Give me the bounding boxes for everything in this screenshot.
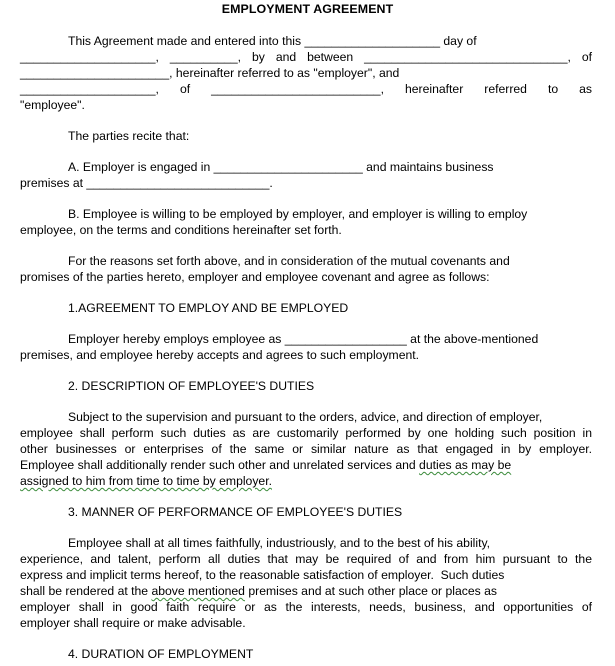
section-2-line: [20, 458, 511, 474]
section-3-line: employer shall require or make advisable.: [20, 616, 246, 630]
section-4-heading: 4. DURATION OF EMPLOYMENT: [68, 647, 254, 661]
intro-line: ____________________, __________, by and between ______________________________, of: [20, 50, 592, 64]
section-2-text: Employee shall additionally render such other and unrelated services and: [20, 458, 420, 472]
section-3-text: shall be rendered at the: [20, 584, 152, 598]
recite-line: The parties recite that:: [68, 129, 190, 143]
intro-line: "employee".: [20, 98, 85, 112]
section-3-text: premises and at such other place or places as: [244, 584, 497, 598]
section-3-line: [20, 584, 497, 600]
spellcheck-flagged-text: duties as may be: [419, 458, 512, 472]
section-3-line: employer shall in good faith require or as the interests, needs, business, and opportunities of: [20, 600, 592, 614]
intro-line: ____________________, of _________________________, hereinafter referred to as: [20, 82, 592, 96]
section-2-line: other businesses or enterprises of the same or similar nature as that engaged in by employer.: [20, 442, 592, 456]
recital-b-line: employee, on the terms and conditions hereinafter set forth.: [20, 223, 342, 237]
section-3-heading: 3. MANNER OF PERFORMANCE OF EMPLOYEE'S DUTIES: [68, 505, 403, 519]
consideration-line: For the reasons set forth above, and in consideration of the mutual covenants and: [68, 254, 510, 268]
section-3-line: experience, and talent, perform all duties that may be required of and from him pursuant to the: [20, 552, 592, 566]
section-1-line: premises, and employee hereby accepts and agrees to such employment.: [20, 348, 420, 362]
section-2-line: Subject to the supervision and pursuant to the orders, advice, and direction of employer,: [68, 410, 543, 424]
section-1-heading: 1.AGREEMENT TO EMPLOY AND BE EMPLOYED: [68, 301, 349, 315]
spellcheck-flagged-text: above mentioned: [151, 584, 245, 598]
document-title: EMPLOYMENT AGREEMENT: [221, 2, 394, 16]
intro-line: This Agreement made and entered into this ____________________ day of: [68, 34, 477, 48]
section-2-line: employee shall perform such duties as are customarily performed by one holding such position in: [20, 426, 592, 440]
section-3-line: express and implicit terms hereof, to the reasonable satisfaction of employer. Such duties: [20, 568, 505, 582]
section-1-line: Employer hereby employs employee as __________________ at the above-mentioned: [68, 332, 539, 346]
intro-line: ______________________, hereinafter referred to as "employer", and: [20, 66, 400, 80]
recital-a-line: A. Employer is engaged in ______________________ and maintains business: [68, 160, 494, 174]
section-3-line: Employee shall at all times faithfully, industriously, and to the best of his ability,: [68, 536, 491, 550]
consideration-line: promises of the parties hereto, employer and employee covenant and agree as follows:: [20, 270, 490, 284]
recital-b-line: B. Employee is willing to be employed by employer, and employer is willing to employ: [68, 207, 528, 221]
section-2-heading: 2. DESCRIPTION OF EMPLOYEE'S DUTIES: [68, 379, 315, 393]
spellcheck-flagged-text: assigned to him from time to time by employer.: [20, 474, 272, 488]
recital-a-line: premises at ___________________________.: [20, 176, 273, 190]
